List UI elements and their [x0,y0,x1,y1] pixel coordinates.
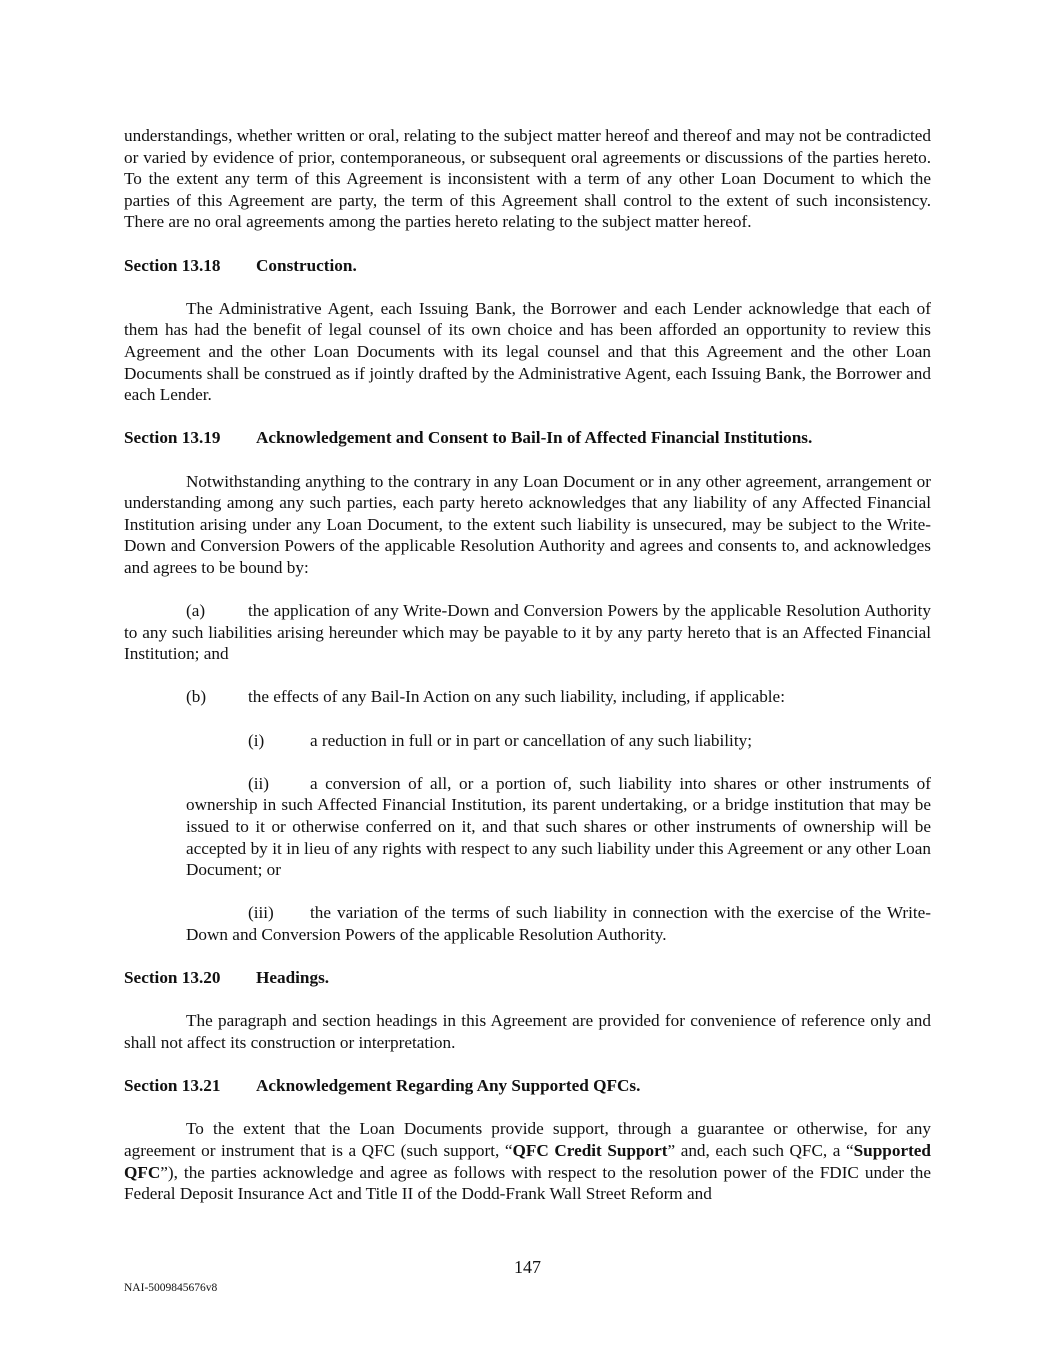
section-13-19-body: Notwithstanding anything to the contrary in any Loan Document or in any other agreement, arrangement or understanding among any such parties, each party hereto acknowledges that any liability of any Affected Financial Institution arising under any Loan Document, to the extent such liability is unsecured, may be subject to the Write-Down and Conversion Powers of the applicable Resolution Authority and agrees and consents to, and acknowledges and agrees to be bound by: [124,471,931,577]
body-text: ”), the parties acknowledge and agree as follows with respect to the resolution power of the FDIC under the Federal Deposit Insurance Act and Title II of the Dodd-Frank Wall Street Reform and [124,1162,931,1204]
defined-term-supported-qfc: Supported QFC [124,1140,931,1182]
section-title: Construction. [256,255,357,275]
clause-text: the variation of the terms of such liability in connection with the exercise of the Write-Down and Conversion Powers of the applicable Resolution Authority. [186,903,931,944]
document-page [124,125,931,1226]
continuation-paragraph: understandings, whether written or oral, relating to the subject matter hereof and thereof and may not be contradicted or varied by evidence of prior, contemporaneous, or subsequent oral agreements or discussions of the parties hereto. To the extent any term of this Agreement is inconsistent with a term of any other Loan Document to which the parties of this Agreement are party, the term of this Agreement shall control to the extent of such inconsistency. There are no oral agreements among the parties hereto relating to the subject matter hereof. [124,126,931,232]
clause-b [186,686,931,708]
clause-b-iii [186,902,931,945]
clause-b-i [186,730,931,752]
section-13-20-body: The paragraph and section headings in this Agreement are provided for convenience of reference only and shall not affect its construction or interpretation. [124,1011,931,1052]
body-text: To the extent that the Loan Documents provide support, through a guarantee or otherwise, for any agreement or instrument that is a QFC (such support, “ [124,1119,931,1160]
section-number: Section 13.18 [124,255,221,275]
section-13-21-body [124,1118,931,1204]
document-id: NAI-5009845676v8 [124,1282,218,1294]
section-title: Headings. [256,968,330,988]
section-number: Section 13.20 [124,968,221,988]
section-13-20-heading [124,967,931,989]
defined-term-qfc-credit-support: QFC Credit Support [512,1140,668,1160]
clause-b-ii [186,773,931,881]
section-13-18-heading [124,255,931,277]
section-number: Section 13.21 [124,1076,221,1096]
clause-text: the effects of any Bail-In Action on any such liability, including, if applicable: [248,687,785,707]
clause-label: (b) [186,687,207,707]
clause-text: a conversion of all, or a portion of, such liability into shares or other instruments of ownership in such Affected Financial Institution, its parent undertaking, or a bridge institution that may be issued to it or otherwise conferred on it, and that such shares or other instruments of ownership will be accepted by it in lieu of any rights with respect to any such liability under this Agreement or any other Loan Document; or [186,773,931,880]
body-text: ” and, each such QFC, a “ [667,1140,854,1160]
section-number: Section 13.19 [124,428,221,448]
section-title: Acknowledgement and Consent to Bail-In of Affected Financial Institutions. [256,428,813,448]
page-number: 147 [514,1257,541,1277]
section-title: Acknowledgement Regarding Any Supported QFCs. [256,1076,641,1096]
clause-a [124,600,931,665]
section-13-19-heading [124,427,931,449]
clause-text: a reduction in full or in part or cancellation of any such liability; [310,730,752,750]
section-13-18-body: The Administrative Agent, each Issuing Bank, the Borrower and each Lender acknowledge that each of them has had the benefit of legal counsel of its own choice and has been afforded an opportunity to review this Agreement and the other Loan Documents with its legal counsel and that this Agreement and the other Loan Documents shall be construed as if jointly drafted by the Administrative Agent, each Issuing Bank, the Borrower and each Lender. [124,298,931,405]
clause-label: (i) [248,730,265,750]
section-13-21-heading [124,1075,931,1097]
clause-label: (ii) [248,773,269,793]
clause-text: the application of any Write-Down and Conversion Powers by the applicable Resolution Authority to any such liabilities arising hereunder which may be payable to it by any party hereto that is an Affected Financial Institution; and [124,601,931,664]
clause-label: (iii) [248,903,274,923]
clause-label: (a) [186,601,206,621]
